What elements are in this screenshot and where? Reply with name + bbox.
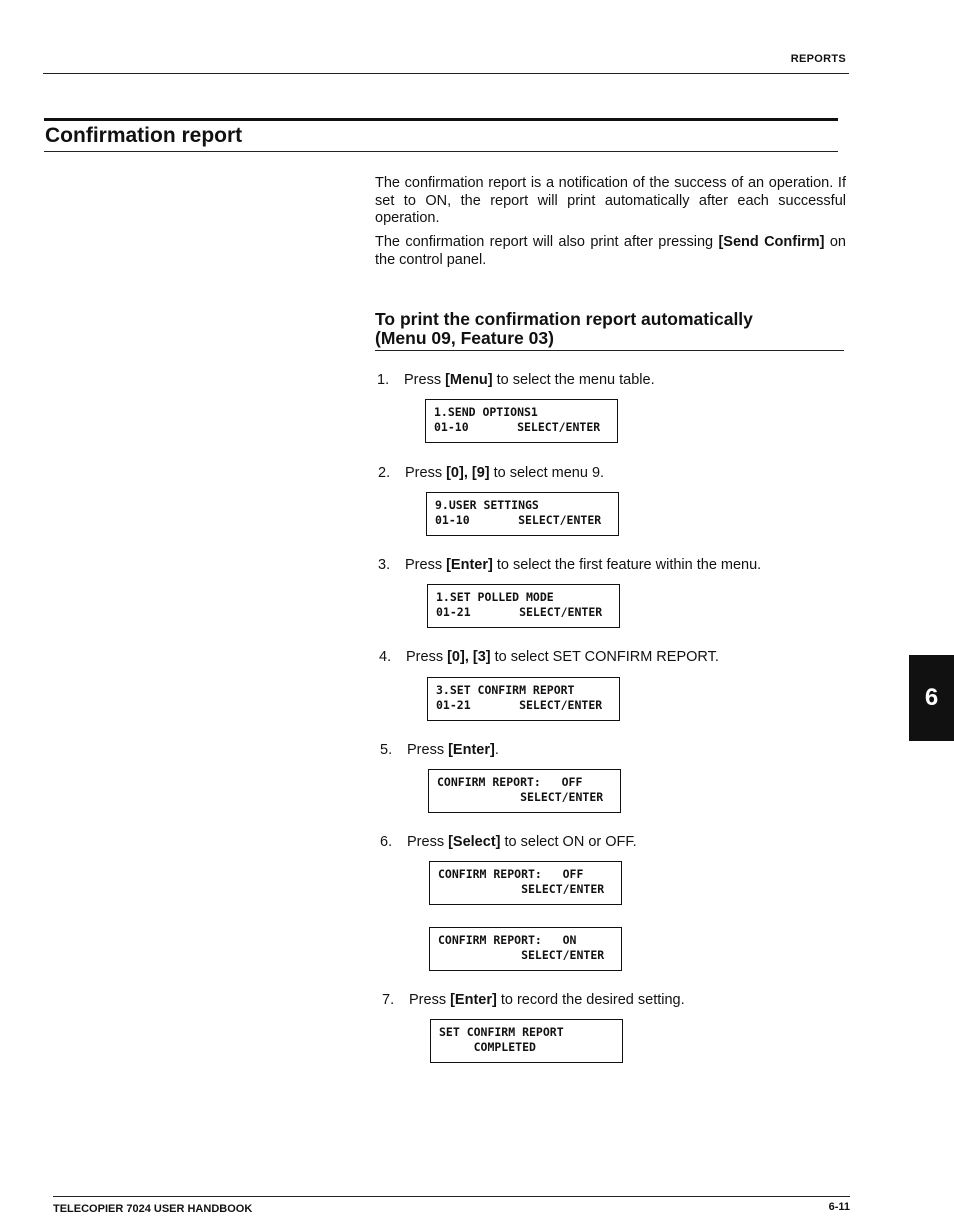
lcd-display [425, 399, 618, 443]
lcd-display [429, 927, 622, 971]
subsection-rule [375, 350, 844, 351]
lcd-display [429, 861, 622, 905]
step-number: 4. [379, 649, 392, 665]
lcd-display [426, 492, 619, 536]
step-text: Press [407, 742, 449, 758]
lcd-line: CONFIRM REPORT: OFF [438, 867, 584, 881]
lcd-line: 1.SET POLLED MODE [436, 590, 554, 604]
step-text: to select menu 9. [489, 465, 605, 481]
chapter-tab: 6 [909, 655, 954, 741]
lcd-line: 01-21 SELECT/ENTER [436, 698, 603, 712]
footer-title: TELECOPIER 7024 USER HANDBOOK [53, 1203, 253, 1215]
step-number: 2. [378, 465, 391, 481]
key-name: [Enter] [448, 742, 495, 758]
lcd-line: COMPLETED [439, 1040, 536, 1054]
subsection-title-line: To print the confirmation report automatically [375, 309, 753, 329]
key-name: [Enter] [446, 557, 493, 573]
header-rule [43, 73, 849, 74]
page-number: 6-11 [828, 1201, 850, 1213]
key-name: [Menu] [445, 372, 493, 388]
step-2 [378, 465, 604, 481]
lcd-line: 3.SET CONFIRM REPORT [436, 683, 575, 697]
lcd-line: SELECT/ENTER [438, 948, 605, 962]
title-bottom-rule [44, 151, 838, 152]
step-3 [378, 557, 761, 573]
footer-rule [53, 1196, 850, 1197]
step-text: Press [405, 557, 447, 573]
running-header: REPORTS [790, 53, 846, 65]
lcd-display [427, 584, 620, 628]
step-text: Press [407, 834, 449, 850]
step-text: Press [409, 992, 451, 1008]
key-name: [0], [3] [447, 649, 491, 665]
step-text: Press [406, 649, 448, 665]
lcd-line: 01-10 SELECT/ENTER [435, 513, 602, 527]
step-number: 7. [382, 992, 395, 1008]
lcd-line: 01-10 SELECT/ENTER [434, 420, 601, 434]
lcd-line: SELECT/ENTER [437, 790, 604, 804]
key-name: [Send Confirm] [718, 234, 825, 250]
step-text: to select the menu table. [492, 372, 655, 388]
key-name: [0], [9] [446, 465, 490, 481]
step-6 [380, 834, 637, 850]
step-text: Press [404, 372, 446, 388]
step-text: to record the desired setting. [496, 992, 685, 1008]
step-text: Press [405, 465, 447, 481]
subsection-title [375, 310, 753, 348]
lcd-line: 9.USER SETTINGS [435, 498, 539, 512]
lcd-display [430, 1019, 623, 1063]
step-7 [382, 992, 685, 1008]
lcd-display [427, 677, 620, 721]
lcd-line: SET CONFIRM REPORT [439, 1025, 564, 1039]
key-name: [Enter] [450, 992, 497, 1008]
lcd-display [428, 769, 621, 813]
lcd-line: SELECT/ENTER [438, 882, 605, 896]
step-1 [377, 372, 655, 388]
lcd-line: 01-21 SELECT/ENTER [436, 605, 603, 619]
step-text: to select ON or OFF. [500, 834, 637, 850]
step-text: to select SET CONFIRM REPORT. [490, 649, 719, 665]
subsection-title-line: (Menu 09, Feature 03) [375, 328, 554, 348]
title-top-rule [44, 118, 838, 121]
lcd-line: CONFIRM REPORT: ON [438, 933, 577, 947]
step-5 [380, 742, 499, 758]
key-name: [Select] [448, 834, 501, 850]
step-number: 5. [380, 742, 393, 758]
page-title: Confirmation report [45, 124, 243, 147]
lcd-line: CONFIRM REPORT: OFF [437, 775, 583, 789]
intro-text: The confirmation report will also print after pressing [375, 234, 719, 250]
lcd-line: 1.SEND OPTIONS1 [434, 405, 538, 419]
step-number: 3. [378, 557, 391, 573]
step-number: 6. [380, 834, 393, 850]
intro-paragraph-1: The confirmation report is a notification of the success of an operation. If set to ON, the report will print automatically after each successful operation. [375, 175, 846, 226]
step-number: 1. [377, 372, 390, 388]
step-text: . [494, 742, 499, 758]
step-text: to select the first feature within the menu. [492, 557, 762, 573]
intro-text: on the control panel. [375, 234, 846, 268]
step-4 [379, 649, 719, 665]
intro-paragraph-2 [375, 234, 846, 269]
